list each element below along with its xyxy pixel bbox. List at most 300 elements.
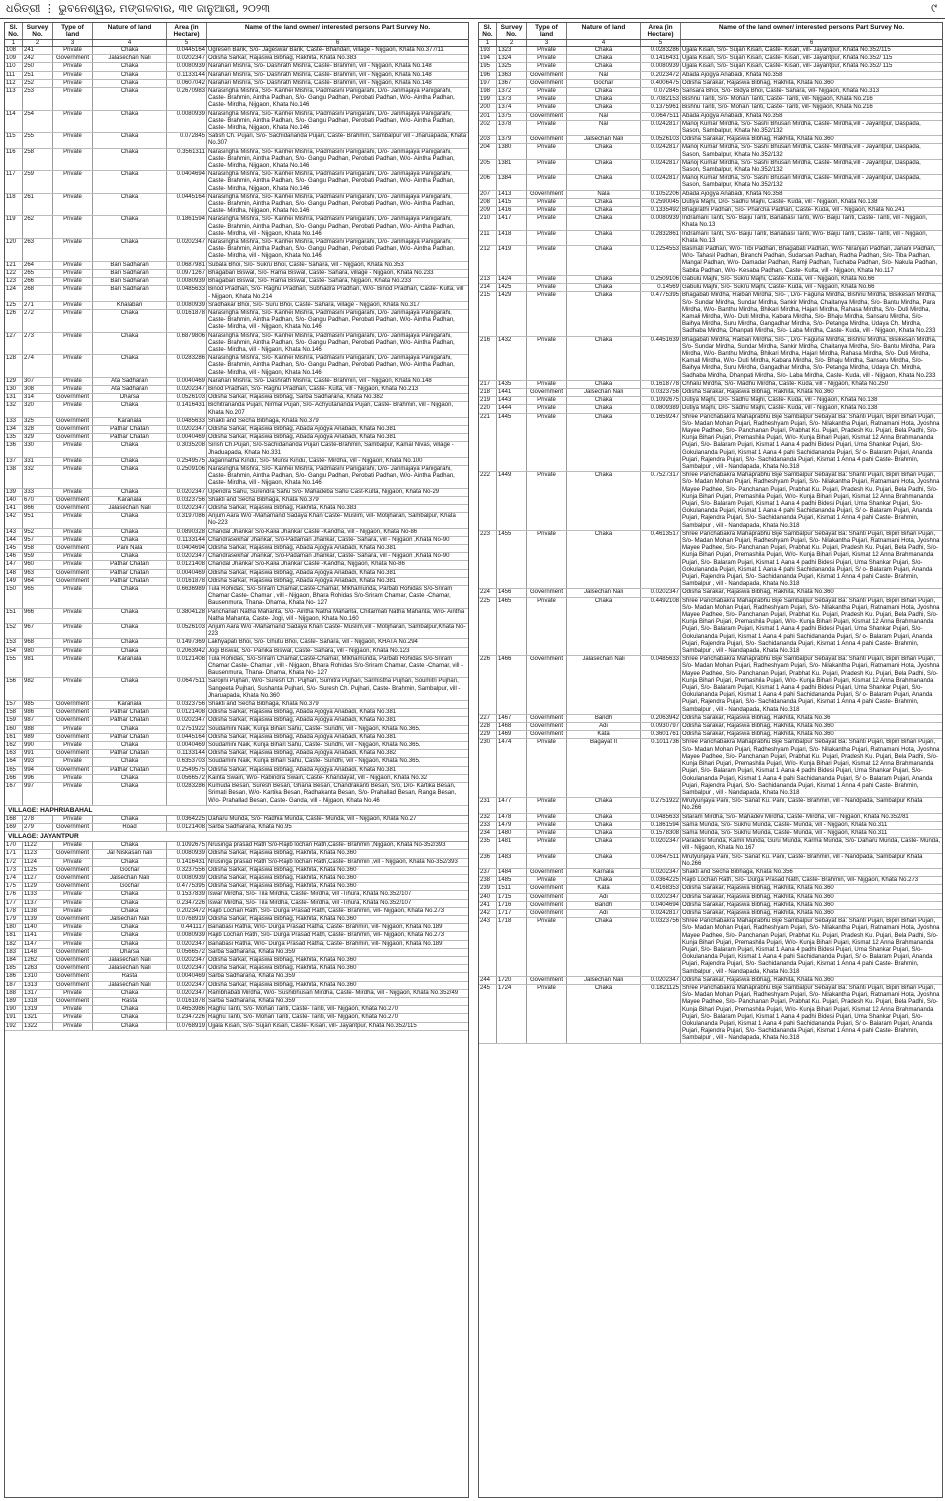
table-row bbox=[5, 842, 468, 850]
table-row bbox=[479, 55, 942, 63]
cell-type: Government bbox=[53, 418, 93, 425]
cell-sl: 165 bbox=[5, 767, 23, 774]
cell-nature: Chaka bbox=[93, 553, 167, 560]
cell-sl: 154 bbox=[5, 648, 23, 655]
cell-survey: 967 bbox=[23, 624, 53, 638]
cell-nature: Jalasechan Nali bbox=[93, 55, 167, 62]
cell-survey: 1375 bbox=[497, 113, 527, 120]
cell-survey: 1425 bbox=[497, 284, 527, 291]
table-row bbox=[479, 80, 942, 88]
cell-type: Government bbox=[53, 578, 93, 585]
cell-sl: 209 bbox=[479, 207, 497, 214]
table-row bbox=[5, 717, 468, 725]
cell-nature: Chaka bbox=[567, 814, 641, 821]
cell-area: 0.0242817 bbox=[641, 144, 681, 158]
cell-survey: 1133 bbox=[23, 891, 53, 898]
table-row bbox=[5, 990, 468, 998]
cell-owner: Ujjala Kisan, S/o- Sujan Kisan, Caste- Kisan, vill- Jayantpur, Khata No.352/115 bbox=[682, 47, 891, 53]
cell-sl: 213 bbox=[479, 276, 497, 283]
cell-type: Private bbox=[53, 513, 93, 527]
table-row bbox=[5, 783, 468, 806]
cell-sl: 239 bbox=[479, 885, 497, 892]
cell-sl: 191 bbox=[5, 1014, 23, 1021]
cell-area: 0.1416431 bbox=[167, 402, 207, 416]
table-row bbox=[5, 850, 468, 858]
cell-owner: Bhagabati Mirdha, Raibari Mirdha, S/o- , D/o- Faguna Mirdha, Bishnu Mirdha, Bisikesan Mirdha, S/o- Sundar Mirdha, Sundar Mirdha, Sankir Mirdha, Chaitanya Mirdha, S/o- Bantu Mirdha, Para Mirdha, W/o- Banthu Mirdha, Bhikari Mirdha, Hajari Mirdha, Rahasa Mirdha, S/o- Duti Mirdha, Kamali Mirdha, W/o- Duti Mirdha, Kabara Mirdha, S/o- Bhaju Mirdha, Sansaru Mirdha, S/o- Baihya Mirdha, Suru Mirdha, Gangadhar Mirdha, S/o- Petanga Mirdha, Udaya Ch. Mirdha, Sadhaba Mirdha, Dhanpati Mirdha, S/o- Laba Mirdha, Caste- Kuda, vill - Nijgaon, Khata No.233 bbox=[682, 292, 937, 335]
cell-owner: Dutiya Majhi, D/o- Sadhu Majhi, Caste- Kuda, vill - Nijgaon, Khata No.138 bbox=[682, 405, 878, 412]
cell-type: Private bbox=[527, 405, 567, 412]
cell-area: 0.0202347 bbox=[167, 982, 207, 989]
cell-type: Private bbox=[527, 88, 567, 95]
cell-nature: Jalasechan Nali bbox=[93, 957, 167, 964]
cell-survey: 1435 bbox=[497, 381, 527, 388]
cell-owner: Manoj Kumar Mirdha, S/o- Sashi Bhusan Mirdha, Caste- Mirdha,vill - Jayantpur, Daspada, Sason, Sambalpur, Khata No.352/132 bbox=[682, 175, 921, 189]
cell-sl: 227 bbox=[479, 715, 497, 722]
cell-area: 0.0040469 bbox=[167, 434, 207, 441]
column-number-row bbox=[5, 40, 468, 47]
cell-area: 0.0202347 bbox=[641, 869, 681, 876]
cell-owner: Banabasi Ratha, W/o- Durga Prasad Ratha, Caste- Brahmin, vill- Nijgaon, Khata No.189 bbox=[208, 940, 443, 947]
col-num: 3 bbox=[527, 40, 567, 46]
cell-survey: 996 bbox=[23, 775, 53, 782]
col-num: 6 bbox=[809, 40, 814, 46]
col-num: 3 bbox=[53, 40, 93, 46]
cell-survey: 1474 bbox=[497, 739, 527, 797]
cell-survey: 990 bbox=[23, 742, 53, 749]
cell-sl: 109 bbox=[5, 55, 23, 62]
cell-sl: 221 bbox=[479, 414, 497, 472]
cell-nature: Chaka bbox=[93, 1023, 167, 1030]
cell-survey: 670 bbox=[23, 497, 53, 504]
cell-survey: 1325 bbox=[497, 63, 527, 70]
table-row bbox=[5, 775, 468, 783]
cell-owner: Sirish Ch.Pujari, S/o-Sachidananda Pujari Caste-Brahmin, Sambalpur, Kamal Nivas, village - Jhaduapada, Khata No.331 bbox=[208, 442, 454, 456]
cell-survey: 1372 bbox=[497, 88, 527, 95]
cell-survey: 1363 bbox=[497, 72, 527, 79]
cell-sl: 219 bbox=[479, 397, 497, 404]
cell-sl: 127 bbox=[5, 333, 23, 355]
cell-owner: Anjum Aara W/o -Mahamand Sadaya Khan Caste- Muslim, vill- Motijharan, Sambalpur, Khata No-223 bbox=[208, 513, 456, 527]
cell-nature: Khalabari bbox=[93, 302, 167, 309]
cell-nature: Chaka bbox=[567, 215, 641, 229]
cell-owner: Manoj Kumar Mirdha, S/o- Sashi Bhusan Mirdha, Caste- Mirdha,vill - Jayantpur, Daspada, Sason, Sambalpur, Khata No.352/132 bbox=[682, 120, 921, 135]
cell-area: 0.0121408 bbox=[167, 824, 207, 831]
cell-nature: Bari Sadharan bbox=[93, 262, 167, 269]
cell-type: Government bbox=[53, 824, 93, 831]
cell-area: 0.1133144 bbox=[167, 72, 207, 79]
cell-owner: Odisha Sarkar, Rajaswa Bibhag, Rakhita, Khata No.360 bbox=[208, 956, 357, 963]
cell-nature: Pathar Chatan bbox=[93, 570, 167, 577]
cell-area: 0.0202347 bbox=[167, 990, 207, 997]
cell-type: Government bbox=[527, 869, 567, 876]
cell-sl: 159 bbox=[5, 717, 23, 724]
cell-survey: 1129 bbox=[23, 883, 53, 890]
table-row bbox=[5, 701, 468, 709]
cell-owner: Bichitrananda Pujari, Nirmal Pujari, S/o- Achyutananda Pujari, Caste- Brahmin, vill - Nijgaon, Khata No.207 bbox=[208, 402, 454, 416]
cell-survey: 1417 bbox=[497, 215, 527, 229]
cell-area: 0.0080939 bbox=[167, 63, 207, 70]
cell-owner: Binod Pradhan, S/o- Raghu Pradhan, Subhadra Pradhan, W/o- Binod Pradhan, Caste- Kulta, vill - Nijgaon, Khata No.214 bbox=[208, 286, 464, 300]
cell-owner: Shree Panchabakra Mahaprabhu Bije Sambalpur Sebayat Ba: Shanti Pujari, Bipin Bihari Pujari, S/o- Madan Mohan Pujari, Radheshyam Pujari, S/o- Nilakantha Pujari, Ratnamani Hota, Jyoshna Mayee Padhee, S/o- Panchanan Pujari, Prabhat Ku. Pujari, Pradesh Ku. Pujari, Bela Padhi, S/o- Kunja Bihari Pujari, Premashila Pujari, W/o- Kunja Bihari Pujari, Kismat 12 Anna Brahmananda Pujari, S/o- Balaram Pujari, Kismat 1 Aana 4 padhi Bidesi Pujari, Uma Shankar Pujari, S/o- Gokulananda Pujari, Kismat 1 Aana 4 pahi Sachidananda Pujari, S/ o- Balaram Pujari, Ananda Pujari, Rajendra Pujari, S/o- Sachidananda Pujari, Kismat 1 Anna 4 pahi Caste- Brahmin, Sambalpur , vill - Nandapada, Khata No.318 bbox=[682, 472, 940, 529]
cell-owner: Chandrasekhar Jhankar, S/o-Padaman Jhankar, Caste- Sahara, vill - Nijgaon ,Khata No-90 bbox=[208, 536, 450, 543]
table-row bbox=[479, 877, 942, 885]
table-row bbox=[5, 561, 468, 569]
cell-type: Government bbox=[53, 570, 93, 577]
cell-type: Private bbox=[53, 1023, 93, 1030]
cell-area: 0.7527317 bbox=[641, 472, 681, 530]
cell-type: Private bbox=[53, 302, 93, 309]
cell-nature: Bandh bbox=[567, 715, 641, 722]
cell-sl: 160 bbox=[5, 726, 23, 733]
cell-area: 0.2670983 bbox=[167, 88, 207, 110]
cell-type: Private bbox=[53, 648, 93, 655]
cell-sl: 240 bbox=[479, 894, 497, 901]
cell-nature: Chaka bbox=[93, 726, 167, 733]
cell-nature: Rasta bbox=[93, 973, 167, 980]
cell-nature: Chaka bbox=[93, 990, 167, 997]
cell-owner: Soudamini Naik, Kunja Bihari Sahu, Caste- Sundhi, vill - Nijgaon, Khata No.365. bbox=[208, 725, 421, 732]
cell-type: Private bbox=[53, 458, 93, 465]
cell-type: Private bbox=[53, 742, 93, 749]
table-row bbox=[5, 302, 468, 310]
cell-survey: 960 bbox=[23, 561, 53, 568]
cell-nature: Gochar bbox=[93, 883, 167, 890]
cell-area: 0.1133144 bbox=[167, 537, 207, 544]
cell-sl: 229 bbox=[479, 731, 497, 738]
cell-type: Government bbox=[527, 656, 567, 714]
cell-owner: Iswar Mirdha, S/o- Tila Mirdha, Caste- Mirdha, vill -Tihura, Khata No.352/107 bbox=[208, 899, 412, 906]
cell-area: 0.0445164 bbox=[167, 734, 207, 741]
cell-area: 0.0080939 bbox=[167, 875, 207, 882]
col-num: 5 bbox=[641, 40, 681, 46]
cell-sl: 230 bbox=[479, 739, 497, 797]
cell-area: 0.1416431 bbox=[641, 55, 681, 62]
cell-owner: Daharu Munda, S/o- Radhia Munda, Caste- Munda, vill - Nijgaon, Khata No.27 bbox=[208, 815, 417, 822]
cell-owner: Odisha Sarakar, Rajaswa Bibhag, Rakhita, Khata No.36 bbox=[682, 714, 831, 721]
cell-sl: 233 bbox=[479, 822, 497, 829]
cell-survey: 1139 bbox=[23, 916, 53, 923]
table-row bbox=[5, 194, 468, 217]
cell-nature: Chaka bbox=[93, 216, 167, 238]
cell-sl: 245 bbox=[479, 985, 497, 1043]
cell-survey: 1481 bbox=[497, 838, 527, 852]
cell-owner: Chhalu Mirdha, S/o- Madhu Mirdha, Caste- Kuda, vill - Nijgaon, Khata No.250 bbox=[682, 380, 889, 387]
table-row bbox=[5, 1014, 468, 1022]
cell-type: Private bbox=[527, 276, 567, 283]
col-num: 1 bbox=[479, 40, 497, 46]
cell-area: 0.1011736 bbox=[641, 739, 681, 797]
table-row bbox=[5, 949, 468, 957]
cell-sl: 119 bbox=[5, 216, 23, 238]
cell-area: 0.0202347 bbox=[167, 55, 207, 62]
cell-owner: Nrusinga prasad Rath S/o-Rajib lochan Rath,Caste- Brahmin ,vill - Nijgaon, Khata No-352/393 bbox=[208, 858, 458, 865]
cell-nature: Chaka bbox=[93, 1006, 167, 1013]
cell-type: Private bbox=[527, 598, 567, 656]
table-row bbox=[5, 624, 468, 639]
cell-type: Private bbox=[53, 286, 93, 300]
cell-survey: 1378 bbox=[497, 121, 527, 135]
table-row bbox=[479, 63, 942, 71]
cell-type: Private bbox=[527, 854, 567, 868]
cell-sl: 217 bbox=[479, 381, 497, 388]
cell-area: 0.0526103 bbox=[167, 624, 207, 638]
cell-sl: 114 bbox=[5, 111, 23, 133]
cell-survey: 1123 bbox=[23, 850, 53, 857]
cell-owner: Rambhabati Mirdha, W/o- Sushibhusan Mirdha, Caste- Mirdha, vill - Nijgaon, Khata No.352/49 bbox=[208, 989, 459, 996]
cell-nature: Chaka bbox=[567, 160, 641, 174]
col-num: 6 bbox=[335, 40, 340, 46]
cell-owner: Odisha Sarkar, Rajaswa Bibhag, Rakhita, Khata No.360 bbox=[208, 866, 357, 873]
cell-nature: Chaka bbox=[93, 333, 167, 355]
cell-nature: Chaka bbox=[93, 310, 167, 332]
cell-type: Private bbox=[527, 985, 567, 1043]
cell-owner: Bishnu Tanti, S/o- Mohan Tanti, Caste- Tanti, vill- Nijgaon, Khata No.216 bbox=[682, 96, 873, 103]
cell-area: 0.1497369 bbox=[167, 639, 207, 646]
cell-nature: Chaka bbox=[93, 932, 167, 939]
cell-nature: Chaka bbox=[567, 838, 641, 852]
cell-type: Private bbox=[53, 775, 93, 782]
table-row bbox=[479, 246, 942, 276]
cell-nature: Karanala bbox=[93, 656, 167, 678]
cell-survey: 1429 bbox=[497, 292, 527, 335]
cell-survey: 993 bbox=[23, 758, 53, 765]
table-row bbox=[5, 758, 468, 766]
cell-area: 0.4775395 bbox=[641, 292, 681, 335]
table-row bbox=[479, 918, 942, 977]
cell-type: Private bbox=[527, 877, 567, 884]
table-row bbox=[5, 426, 468, 434]
cell-sl: 146 bbox=[5, 553, 23, 560]
cell-area: 0.1416431 bbox=[167, 859, 207, 866]
cell-sl: 151 bbox=[5, 609, 23, 623]
cell-survey: 250 bbox=[23, 63, 53, 70]
table-row bbox=[5, 505, 468, 513]
cell-area: 0.0202347 bbox=[167, 941, 207, 948]
cell-owner: Dutiya Majhi, D/o- Sadhu Majhi, Caste- Kuda, vill - Nijgaon, Khata No.138 bbox=[682, 198, 878, 205]
cell-type: Government bbox=[53, 998, 93, 1005]
cell-type: Private bbox=[53, 194, 93, 216]
cell-area: 0.0566572 bbox=[167, 775, 207, 782]
cell-survey: 1716 bbox=[497, 902, 527, 909]
cell-owner: Tula Rohidas, S/o-Sriram Chamar,Caste-Chamar, Mlkhamunda, Parbati Rohidas S/o-Sriram Chamar Caste- Chamar , vill - Nijgaon, Bhara Rohidas S/o-Sriram Chamar, Caste -Chamar, vill - Bausenmura, Thana- Dhama, Khata No- 127 bbox=[208, 655, 464, 677]
cell-survey: 1415 bbox=[497, 199, 527, 206]
table-row bbox=[5, 378, 468, 386]
cell-sl: 108 bbox=[5, 47, 23, 54]
cell-type: Private bbox=[53, 609, 93, 623]
cell-owner: Raghu Tanti, S/o- Mohan Tanti, Caste- Tanti, vill- Nijgaon, Khata No.270 bbox=[208, 1006, 399, 1013]
cell-sl: 210 bbox=[479, 215, 497, 229]
cell-type: Private bbox=[53, 932, 93, 939]
cell-nature: Chaka bbox=[567, 830, 641, 837]
cell-area: 0.0202347 bbox=[167, 505, 207, 512]
cell-nature: Chaka bbox=[567, 381, 641, 388]
cell-owner: Odisha Sarakar, Rajaswa Bibhag, Rakhita, Khata No.360 bbox=[682, 388, 834, 395]
cell-type: Private bbox=[53, 900, 93, 907]
cell-owner: Narasingha Mishra, S/o- Kanhei Mishra, Padmasini Panigarahi, D/o- Janmajaya Panigarahi, Caste- Brahmin, Aintha Padhan, S/o- Gangu Padhan, Perobati Padhan, W/o- Aintha Padhan, Caste- Mirdha, Nijgaon, Khata No.146 bbox=[208, 171, 455, 192]
cell-sl: 199 bbox=[479, 96, 497, 103]
cell-survey: 255 bbox=[23, 133, 53, 147]
cell-survey: 988 bbox=[23, 726, 53, 733]
cell-sl: 207 bbox=[479, 191, 497, 198]
cell-area: 0.0080939 bbox=[167, 850, 207, 857]
cell-nature: Chaka bbox=[93, 194, 167, 216]
cell-nature: Ata Sadharan bbox=[93, 378, 167, 385]
cell-area: 0.2063942 bbox=[641, 715, 681, 722]
cell-survey: 1718 bbox=[497, 918, 527, 976]
col-num: 2 bbox=[497, 40, 527, 46]
cell-sl: 224 bbox=[479, 589, 497, 596]
cell-nature: Gochar bbox=[93, 867, 167, 874]
cell-owner: Panchanan Natha Mahanta, S/o- Aintha Natha Mahanta, Chitarmati Natha Mahanta, W/o- Aintha Natha Mahanta, Caste- Jogi, vill - Nijgaon, Khata No.160 bbox=[208, 608, 465, 622]
cell-sl: 179 bbox=[5, 916, 23, 923]
village-heading: VILLAGE: HAPHRIABAHAL bbox=[5, 806, 468, 816]
cell-owner: Shree Panchabakra Mahaprabhu Bije Sambalpur Sebayat Ba: Shanti Pujari, Bipin Bihari Pujari, S/o- Madan Mohan Pujari, Radheshyam Pujari, S/o- Nilakantha Pujari, Ratnamani Hota, Jyoshna Mayee Padhee, S/o- Panchanan Pujari, Prabhat Ku. Pujari, Pradesh Ku. Pujari, Bela Padhi, S/o- Kunja Bihari Pujari, Premashila Pujari, W/o- Kunja Bihari Pujari, Kismat 12 Anna Brahmananda Pujari, S/o- Balaram Pujari, Kismat 1 Aana 4 padhi Bidesi Pujari, Uma Shankar Pujari, S/o- Gokulananda Pujari, Kismat 1 Aana 4 pahi Sachidananda Pujari, S/ o- Balaram Pujari, Ananda Pujari, Rajendra Pujari, S/o- Sachidananda Pujari, Kismat 1 Anna 4 pahi Caste- Brahmin, Sambalpur , vill - Nandapada, Khata No.318 bbox=[682, 597, 940, 655]
cell-sl: 129 bbox=[5, 378, 23, 385]
cell-survey: 329 bbox=[23, 434, 53, 441]
cell-sl: 195 bbox=[479, 63, 497, 70]
cell-type: Government bbox=[527, 80, 567, 87]
cell-owner: Shree Panchabakra Mahaprabhu Bije Sambalpur Sebayat Ba: Shanti Pujari, Bipin Bihari Pujari, S/o- Madan Mohan Pujari, Radheshyam Pujari, S/o- Nilakantha Pujari, Ratnamani Hota, Jyoshna Mayee Padhee, S/o- Panchanan Pujari, Prabhat Ku. Pujari, Pradesh Ku. Pujari, Bela Padhi, S/o- Kunja Bihari Pujari, Premashila Pujari, W/o- Kunja Bihari Pujari, Kismat 12 Anna Brahmananda Pujari, S/o- Balaram Pujari, Kismat 1 Aana 4 padhi Bidesi Pujari, Uma Shankar Pujari, S/o- Gokulananda Pujari, Kismat 1 Aana 4 pahi Sachidananda Pujari, S/ o- Balaram Pujari, Ananda Pujari, Rajendra Pujari, S/o- Sachidananda Pujari, Kismat 1 Anna 4 pahi Caste- Brahmin, Sambalpur , vill - Nandapada, Khata No.318 bbox=[682, 413, 940, 470]
cell-area: 0.0202347 bbox=[641, 894, 681, 901]
cell-owner: Tula Rohidas, S/o-Sriram Chamar,Caste-Chamar, Mlkhamunda, Parbati Rohidas S/o-Sriram Chamar Caste- Chamar , vill - Nijgaon, Bhara Rohidas S/o-Sriram Chamar, Caste -Chamar, Bausenmura, Thana- Dhama, Khata No- 127 bbox=[208, 586, 453, 607]
cell-area: 0.3237556 bbox=[167, 867, 207, 874]
cell-nature: Jalsechan Nali bbox=[567, 977, 641, 984]
cell-type: Private bbox=[53, 990, 93, 997]
table-row bbox=[5, 726, 468, 734]
cell-type: Government bbox=[527, 136, 567, 143]
table-row bbox=[5, 111, 468, 134]
cell-sl: 121 bbox=[5, 262, 23, 269]
cell-nature: Chaka bbox=[567, 104, 641, 111]
cell-area: 0.4613517 bbox=[641, 531, 681, 589]
cell-survey: 1466 bbox=[497, 656, 527, 714]
table-row bbox=[5, 709, 468, 717]
cell-area: 0.1861594 bbox=[167, 216, 207, 238]
table-row bbox=[5, 824, 468, 832]
cell-nature: Ata Sadharan bbox=[93, 386, 167, 393]
cell-owner: Odisha Sarkar, Rajaswa Bibhag, Abada Ajogya Anabadi, Khata No.381 bbox=[208, 709, 397, 716]
cell-area: 0.1335492 bbox=[641, 207, 681, 214]
cell-nature: Jal Niskasan nali bbox=[93, 850, 167, 857]
cell-survey: 966 bbox=[23, 609, 53, 623]
cell-type: Government bbox=[53, 750, 93, 757]
cell-type: Private bbox=[53, 310, 93, 332]
cell-area: 0.0930797 bbox=[641, 723, 681, 730]
cell-owner: Shakti and Secha Bibhaga, Khata No.356 bbox=[682, 868, 793, 875]
cell-sl: 200 bbox=[479, 104, 497, 111]
cell-survey: 1480 bbox=[497, 830, 527, 837]
cell-nature: Chaka bbox=[93, 239, 167, 261]
cell-survey: 968 bbox=[23, 639, 53, 646]
cell-type: Government bbox=[527, 715, 567, 722]
cell-type: Private bbox=[527, 397, 567, 404]
cell-sl: 241 bbox=[479, 902, 497, 909]
cell-nature: Chaka bbox=[567, 63, 641, 70]
cell-type: Private bbox=[527, 231, 567, 245]
cell-area: 0.2347226 bbox=[167, 1014, 207, 1021]
cell-sl: 236 bbox=[479, 854, 497, 868]
cell-sl: 130 bbox=[5, 386, 23, 393]
cell-owner: Subala Bhoi, S/o- Sukru Bhoi, Caste- Sahara, vill - Nijgaon, Khata No.353 bbox=[208, 261, 404, 268]
table-row bbox=[479, 894, 942, 902]
cell-area: 0.3804128 bbox=[167, 609, 207, 623]
cell-nature: Chaka bbox=[93, 624, 167, 638]
cell-survey: 241 bbox=[23, 47, 53, 54]
cell-type: Private bbox=[53, 783, 93, 805]
page-number: ୯ bbox=[931, 1, 937, 15]
cell-sl: 162 bbox=[5, 742, 23, 749]
cell-sl: 212 bbox=[479, 246, 497, 275]
cell-type: Private bbox=[527, 96, 567, 103]
cell-owner: Sarba Sadharana, Khata No.95 bbox=[208, 823, 292, 830]
table-row bbox=[5, 816, 468, 824]
cell-sl: 187 bbox=[5, 982, 23, 989]
cell-sl: 124 bbox=[5, 286, 23, 300]
cell-sl: 164 bbox=[5, 758, 23, 765]
cell-survey: 958 bbox=[23, 545, 53, 552]
cell-owner: Nrusinga prasad Rath S/o-Rajib lochan Rath,Caste- Brahmin ,Nijgaon, Khata No-352/393 bbox=[208, 842, 446, 849]
cell-sl: 181 bbox=[5, 932, 23, 939]
cell-owner: Mrutyunjaya Pani, S/o- Sanat Ku. Pani, Caste- Brahmin, vill - Nandpada, Sambalpur Khata No.266 bbox=[682, 798, 923, 812]
cell-survey: 1262 bbox=[23, 957, 53, 964]
cell-survey: 1418 bbox=[497, 231, 527, 245]
table-row bbox=[479, 397, 942, 405]
col-num: 4 bbox=[93, 40, 167, 46]
masthead-dateline: ଧରିତ୍ରୀ ⋮ ଭୁବନେଶ୍ୱର, ମଙ୍ଗଳବାର, ୩୧ ଜାନୁଆରୀ, ୨୦୨୩ bbox=[6, 2, 270, 15]
cell-area: 0.0242817 bbox=[641, 175, 681, 189]
cell-nature: Chaka bbox=[93, 111, 167, 133]
cell-owner: Odisha Sarakar, Rajaswa Bibhag, Rakhita, Khata No.360 bbox=[682, 589, 834, 596]
table-row bbox=[479, 113, 942, 121]
cell-nature: Pani Nala bbox=[93, 545, 167, 552]
cell-nature: Chaka bbox=[93, 900, 167, 907]
cell-area: 0.2751922 bbox=[167, 726, 207, 733]
table-row bbox=[5, 310, 468, 333]
table-row bbox=[479, 104, 942, 112]
cell-survey: 981 bbox=[23, 656, 53, 678]
table-row bbox=[479, 598, 942, 657]
cell-owner: Odisha Sarkar, Rajaswa Bibhag, Abada Ajogya Anabadi, Khata No.382 bbox=[208, 750, 397, 757]
cell-owner: Abada Ajogya Anabadi, Khata No.358 bbox=[682, 190, 783, 197]
cell-survey: 1379 bbox=[497, 136, 527, 143]
cell-survey: 1445 bbox=[497, 414, 527, 472]
cell-nature: Chaka bbox=[93, 72, 167, 79]
cell-area: 0.4653986 bbox=[167, 1006, 207, 1013]
cell-survey: 1419 bbox=[497, 246, 527, 275]
cell-sl: 231 bbox=[479, 798, 497, 812]
cell-nature: Karnala bbox=[567, 869, 641, 876]
cell-survey: 1313 bbox=[23, 982, 53, 989]
cell-type: Government bbox=[53, 497, 93, 504]
cell-sl: 155 bbox=[5, 656, 23, 678]
cell-owner: Manoj Kumar Mirdha, S/o- Sashi Bhusan Mirdha, Caste- Mirdha,vill - Jayantpur, Daspada, Sason, Sambalpur, Khata No.352/132 bbox=[682, 144, 921, 158]
cell-survey: 980 bbox=[23, 648, 53, 655]
cell-nature: Chaka bbox=[567, 144, 641, 158]
cell-sl: 204 bbox=[479, 144, 497, 158]
cell-survey: 982 bbox=[23, 678, 53, 700]
table-row bbox=[5, 998, 468, 1006]
cell-type: Private bbox=[53, 262, 93, 269]
cell-nature: Chaka bbox=[93, 924, 167, 931]
cell-survey: 1374 bbox=[497, 104, 527, 111]
cell-sl: 238 bbox=[479, 877, 497, 884]
cell-sl: 134 bbox=[5, 426, 23, 433]
table-row bbox=[5, 883, 468, 891]
cell-survey: 1511 bbox=[497, 885, 527, 892]
cell-owner: Gabulu Majhi, S/o- Sukru Majhi, Caste- Kuda, vill - Nijgaon, Khata No.66 bbox=[682, 275, 875, 282]
cell-nature: Nala bbox=[567, 191, 641, 198]
cell-nature: Chaka bbox=[567, 337, 641, 380]
